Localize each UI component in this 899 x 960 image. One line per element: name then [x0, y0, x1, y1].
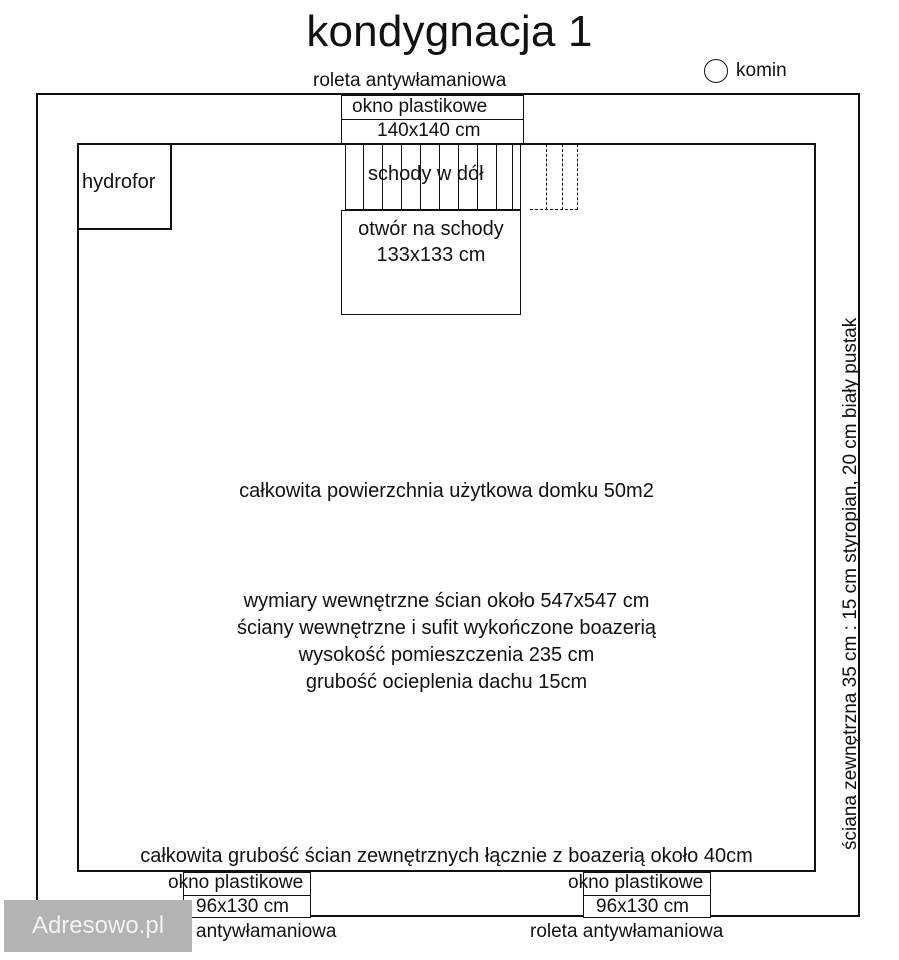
stair-opening-label: otwór na schody — [358, 218, 504, 240]
top-window-type-label: okno plastikowe — [352, 96, 488, 117]
specification-notes — [77, 588, 816, 696]
watermark — [4, 900, 192, 952]
top-window-shutter-label: roleta antywłamaniowa — [313, 70, 507, 91]
chimney-legend — [704, 59, 787, 83]
stair-opening-dimensions-label: 133x133 cm — [376, 244, 486, 266]
spec-line: grubość ocieplenia dachu 15cm — [305, 671, 588, 693]
stairs-dashed-outline — [530, 144, 578, 210]
bottom-left-window-shutter-label: antywłamaniowa — [196, 921, 337, 942]
external-wall-section-note: ściana zewnętrzna 35 cm : 15 cm styropian, 20 cm biały pustak — [840, 317, 861, 850]
spec-line: wymiary wewnętrzne ścian około 547x547 cm — [243, 590, 650, 612]
watermark-text: Adresowo.pl — [31, 912, 165, 939]
stair-step — [512, 144, 513, 210]
chimney-label: komin — [736, 60, 787, 81]
total-area-note: całkowita powierzchnia użytkowa domku 50m2 — [239, 480, 654, 502]
bottom-right-window-type-label: okno plastikowe — [568, 872, 704, 893]
bottom-right-window-dimensions-label: 96x130 cm — [596, 896, 689, 917]
stair-dashed-step — [546, 144, 547, 210]
bottom-right-window-shutter-label: roleta antywłamaniowa — [530, 921, 724, 942]
spec-line: wysokość pomieszczenia 235 cm — [298, 644, 595, 666]
stair-dashed-step — [562, 144, 563, 210]
bottom-left-window-dimensions-label: 96x130 cm — [196, 896, 289, 917]
spec-line: ściany wewnętrzne i sufit wykończone boazerią — [236, 617, 657, 639]
page-title: kondygnacja 1 — [306, 7, 593, 56]
wall-thickness-note: całkowita grubość ścian zewnętrznych łącznie z boazerią około 40cm — [140, 845, 753, 867]
stairs-direction-label: schody w dół — [368, 163, 484, 185]
circle-icon — [704, 59, 728, 83]
top-window-dimensions-label: 140x140 cm — [377, 120, 481, 141]
stair-step — [363, 144, 364, 210]
stair-step — [496, 144, 497, 210]
bottom-left-window-type-label: okno plastikowe — [168, 872, 304, 893]
hydrofor-label: hydrofor — [82, 171, 156, 193]
